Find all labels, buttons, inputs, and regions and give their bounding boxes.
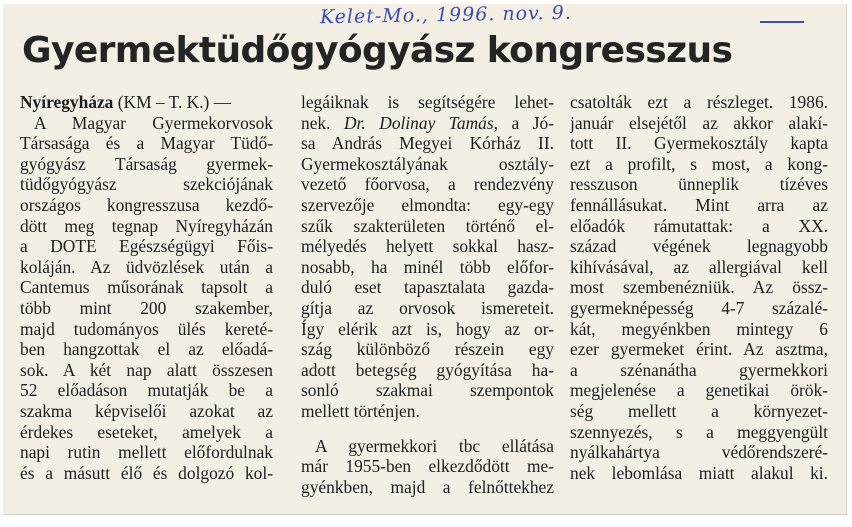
text-line: nek lebomlása miatt alakul ki.	[570, 462, 828, 483]
text-line: sok. A két nap alatt összesen	[20, 359, 273, 380]
text-line: szakma képviselői azokat az	[20, 400, 273, 421]
text-line: adott betegség gyógyítása ha-	[301, 359, 554, 380]
text-line: gyermeknépesség 4-7 százalé-	[570, 297, 828, 318]
text-line: mellett történjen.	[301, 400, 420, 421]
handwritten-source-note: Kelet-Mo., 1996. nov. 9.	[319, 1, 572, 29]
text-line: sonló szakmai szempontok	[301, 380, 554, 401]
text-line: ezt a profilt, s most, a kong-	[570, 153, 828, 174]
byline-place: Nyíregyháza	[20, 92, 114, 112]
text-line: a szénanátha gyermekkori	[570, 359, 828, 380]
text-line-with-name	[301, 113, 554, 134]
text-line: gítja az orvosok ismereteit.	[301, 297, 554, 318]
text-fragment: nek.	[301, 112, 344, 133]
text-fragment: , a Jó-	[493, 112, 554, 133]
text-line: több mint 200 szakember,	[20, 297, 273, 318]
text-line: csatolták ezt a részleget. 1986.	[570, 92, 828, 112]
text-line: A gyermekkori tbc ellátása	[315, 435, 554, 456]
text-line: század végének legnagyobb	[570, 236, 828, 257]
doctor-name: Dr. Dolinay Tamás	[343, 112, 494, 133]
text-line: tott II. Gyermekosztály kapta	[570, 133, 828, 154]
text-line: ség mellett a környezet-	[570, 400, 828, 421]
pen-mark	[760, 21, 804, 23]
text-line: nosabb, ha minél több előfor-	[301, 256, 554, 277]
text-line: szennyezés, s a meggyengült	[570, 421, 828, 442]
text-line: ezer gyermeket érint. Az asztma,	[570, 339, 828, 360]
text-line: megjelenése a genetikai örök-	[570, 380, 828, 401]
text-line: koláján. Az üdvözlések után a	[20, 256, 273, 277]
text-line: szág különböző részein egy	[301, 339, 554, 360]
paragraph-gap	[301, 422, 554, 436]
text-line: most szembenézniük. Az össz-	[570, 277, 828, 298]
text-line: fennállásukat. Mint arra az	[570, 194, 828, 215]
text-line: kihívásával, az allergiával kell	[570, 256, 828, 277]
text-line: duló eset tapasztalata gazda-	[301, 277, 554, 298]
text-line: dött meg tegnap Nyíregyházán	[20, 215, 273, 236]
article-column-1	[20, 92, 273, 483]
article-column-2	[301, 92, 554, 497]
text-line: és a másutt élő és dolgozó kol-	[20, 462, 273, 483]
text-line: Gyermekosztályának osztály-	[301, 153, 554, 174]
article-headline: Gyermektüdőgyógyász kongresszus	[22, 30, 733, 71]
text-line: gyógyász Társaság gyermek-	[20, 153, 273, 174]
text-line: 52 előadáson mutatják be a	[20, 380, 273, 401]
text-line: érdekes eseteket, amelyek a	[20, 421, 273, 442]
text-line: vezető főorvosa, a rendezvény	[301, 174, 554, 195]
text-line: szűk szakterületen történő el-	[301, 215, 554, 236]
text-line: Társasága és a Magyar Tüdő-	[20, 133, 273, 154]
text-line: már 1955-ben elkezdődött me-	[301, 456, 554, 477]
text-line: január elsejétől az akkor alakí-	[570, 112, 828, 133]
text-line: kát, megyénkben mintegy 6	[570, 318, 828, 339]
text-line: a DOTE Egészségügyi Főis-	[20, 236, 273, 257]
text-line: ben hangzottak el az előadá-	[20, 339, 273, 360]
byline-line	[20, 92, 273, 113]
text-line: resszuson ünneplik tízéves	[570, 174, 828, 195]
byline-source: (KM – T. K.) —	[113, 92, 232, 112]
text-line: Cantemus műsorának tapsolt a	[20, 277, 273, 298]
text-line: legáiknak is segítségére lehet-	[301, 92, 554, 112]
text-line: A Magyar Gyermekorvosok	[34, 112, 273, 133]
text-line: napi rutin mellett előfordulnak	[20, 442, 273, 463]
text-line: sa András Megyei Kórház II.	[301, 133, 554, 154]
text-line: mélyedés helyett sokkal hasz-	[301, 236, 554, 257]
text-line: Így elérik azt is, hogy az or-	[301, 318, 554, 339]
text-line: előadók rámutattak: a XX.	[570, 215, 828, 236]
text-line: szervezője elmondta: egy-egy	[301, 194, 554, 215]
text-line: tüdőgyógyász szekciójának	[20, 174, 273, 195]
text-line: gyénkben, majd a felnőttekhez	[301, 476, 554, 497]
text-line: országos kongresszusa kezdő-	[20, 194, 273, 215]
text-line: nyálkahártya védőrendszeré-	[570, 442, 828, 463]
article-column-3	[570, 92, 828, 483]
text-line: majd tudományos ülés kereté-	[20, 318, 273, 339]
